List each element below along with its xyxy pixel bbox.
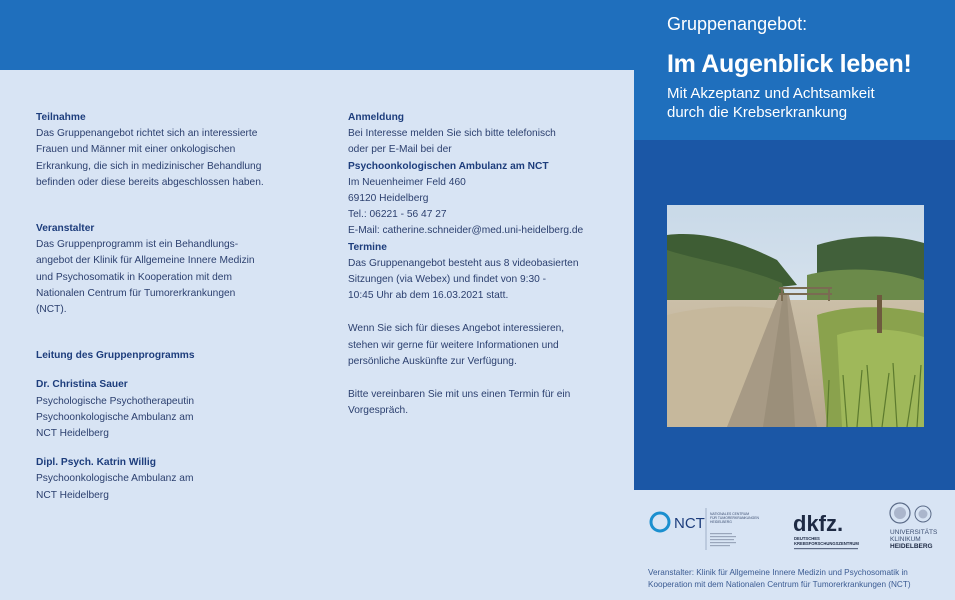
teilnahme-heading: Teilnahme [36, 112, 86, 123]
nct-desc: HEIDELBERG [710, 520, 732, 524]
ambulanz-name: Psychoonkologischen Ambulanz am NCT [348, 160, 549, 172]
dune-path-photo [667, 205, 924, 427]
nct-desc: FÜR TUMORERKRANKUNGEN [710, 516, 759, 520]
veranstalter-line: angebot der Klinik für Allgemeine Innere Medizin [36, 255, 255, 267]
teilnahme-line: befinden oder diese bereits abgeschlossen haben. [36, 176, 264, 188]
termine-line: Sitzungen (via Webex) und findet von 9:30 - [348, 274, 547, 286]
appointment-line: Vorgespräch. [348, 405, 409, 417]
footer-note [648, 567, 948, 591]
person2-name: Dipl. Psych. Katrin Willig [36, 457, 156, 469]
section-leitung [36, 348, 306, 504]
teilnahme-line: Frauen und Männer mit einer onkologischen [36, 144, 236, 156]
footer-line: Kooperation mit dem Nationalen Centrum für Tumorerkrankungen (NCT) [648, 580, 911, 589]
subtitle [667, 84, 937, 122]
teilnahme-line: Erkrankung, die sich in medizinischer Behandlung [36, 160, 262, 172]
person2-line: Psychoonkologische Ambulanz am [36, 473, 194, 485]
section-termine [348, 240, 618, 305]
dkfz-desc: KREBSFORSCHUNGSZENTRUM [794, 541, 859, 546]
termine-line: Das Gruppenangebot besteht aus 8 videobasierten [348, 257, 579, 269]
subtitle-line: durch die Krebserkrankung [667, 104, 848, 121]
person1-line: Psychoonkologische Ambulanz am [36, 411, 194, 423]
phone-line: Tel.: 06221 - 56 47 27 [348, 209, 447, 221]
appointment-paragraph [348, 387, 618, 419]
section-anmeldung [348, 110, 618, 240]
dune-path-image [667, 205, 924, 427]
anmeldung-line: oder per E-Mail bei der [348, 144, 452, 156]
dkfz-wordmark: dkfz. [793, 511, 844, 536]
veranstalter-line: und Psychosomatik in Kooperation mit dem [36, 271, 232, 283]
email-line: E-Mail: catherine.schneider@med.uni-heidelberg.de [348, 225, 584, 237]
interest-line: persönliche Auskünfte zur Verfügung. [348, 355, 517, 367]
teilnahme-line: Das Gruppenangebot richtet sich an interessierte [36, 128, 258, 140]
anmeldung-heading: Anmeldung [348, 112, 405, 123]
section-veranstalter [36, 221, 306, 318]
person1-name: Dr. Christina Sauer [36, 379, 128, 391]
kicker-text: Gruppenangebot: [667, 14, 808, 34]
veranstalter-line: Nationalen Centrum für Tumorerkrankungen [36, 287, 236, 299]
termine-line: 10:45 Uhr ab dem 16.03.2021 statt. [348, 290, 509, 302]
veranstalter-line: Das Gruppenprogramm ist ein Behandlungs- [36, 239, 239, 251]
leitung-heading: Leitung des Gruppenprogramms [36, 350, 195, 362]
address-line: 69120 Heidelberg [348, 193, 429, 205]
ukhd-line: UNIVERSITÄTS [890, 529, 938, 536]
nct-desc: NATIONALES CENTRUM [710, 512, 750, 516]
left-column [36, 110, 306, 504]
footer-line: Veranstalter: Klinik für Allgemeine Innere Medizin und Psychosomatik in [648, 568, 908, 577]
interest-paragraph [348, 321, 618, 370]
person1-line: Psychologische Psychotherapeutin [36, 395, 195, 407]
termine-heading: Termine [348, 241, 387, 253]
ukhd-line: HEIDELBERG [890, 543, 933, 550]
subtitle-line: Mit Akzeptanz und Achtsamkeit [667, 85, 875, 102]
dkfz-logo [793, 511, 859, 549]
person1-line: NCT Heidelberg [36, 428, 109, 440]
middle-column [348, 110, 618, 419]
person2-line: NCT Heidelberg [36, 489, 109, 501]
section-teilnahme [36, 110, 306, 191]
interest-line: Wenn Sie sich für dieses Angebot interessieren, [348, 323, 565, 335]
logo-row [648, 498, 948, 558]
interest-line: stehen wir gerne für weitere Informationen und [348, 339, 559, 351]
veranstalter-line: (NCT). [36, 304, 67, 316]
dkfz-desc: DEUTSCHES [794, 536, 820, 541]
page-title: Im Augenblick leben! [667, 50, 912, 78]
ukhd-line: KLINIKUM [890, 536, 921, 543]
appointment-line: Bitte vereinbaren Sie mit uns einen Termin für ein [348, 389, 571, 401]
ukhd-logo [890, 503, 938, 550]
anmeldung-line: Bei Interesse melden Sie sich bitte telefonisch [348, 128, 556, 140]
veranstalter-heading: Veranstalter [36, 223, 95, 235]
address-line: Im Neuenheimer Feld 460 [348, 176, 466, 188]
nct-ring-icon [651, 513, 669, 531]
partner-logos [648, 498, 948, 558]
nct-wordmark: NCT [674, 515, 705, 532]
nct-logo [651, 508, 759, 550]
